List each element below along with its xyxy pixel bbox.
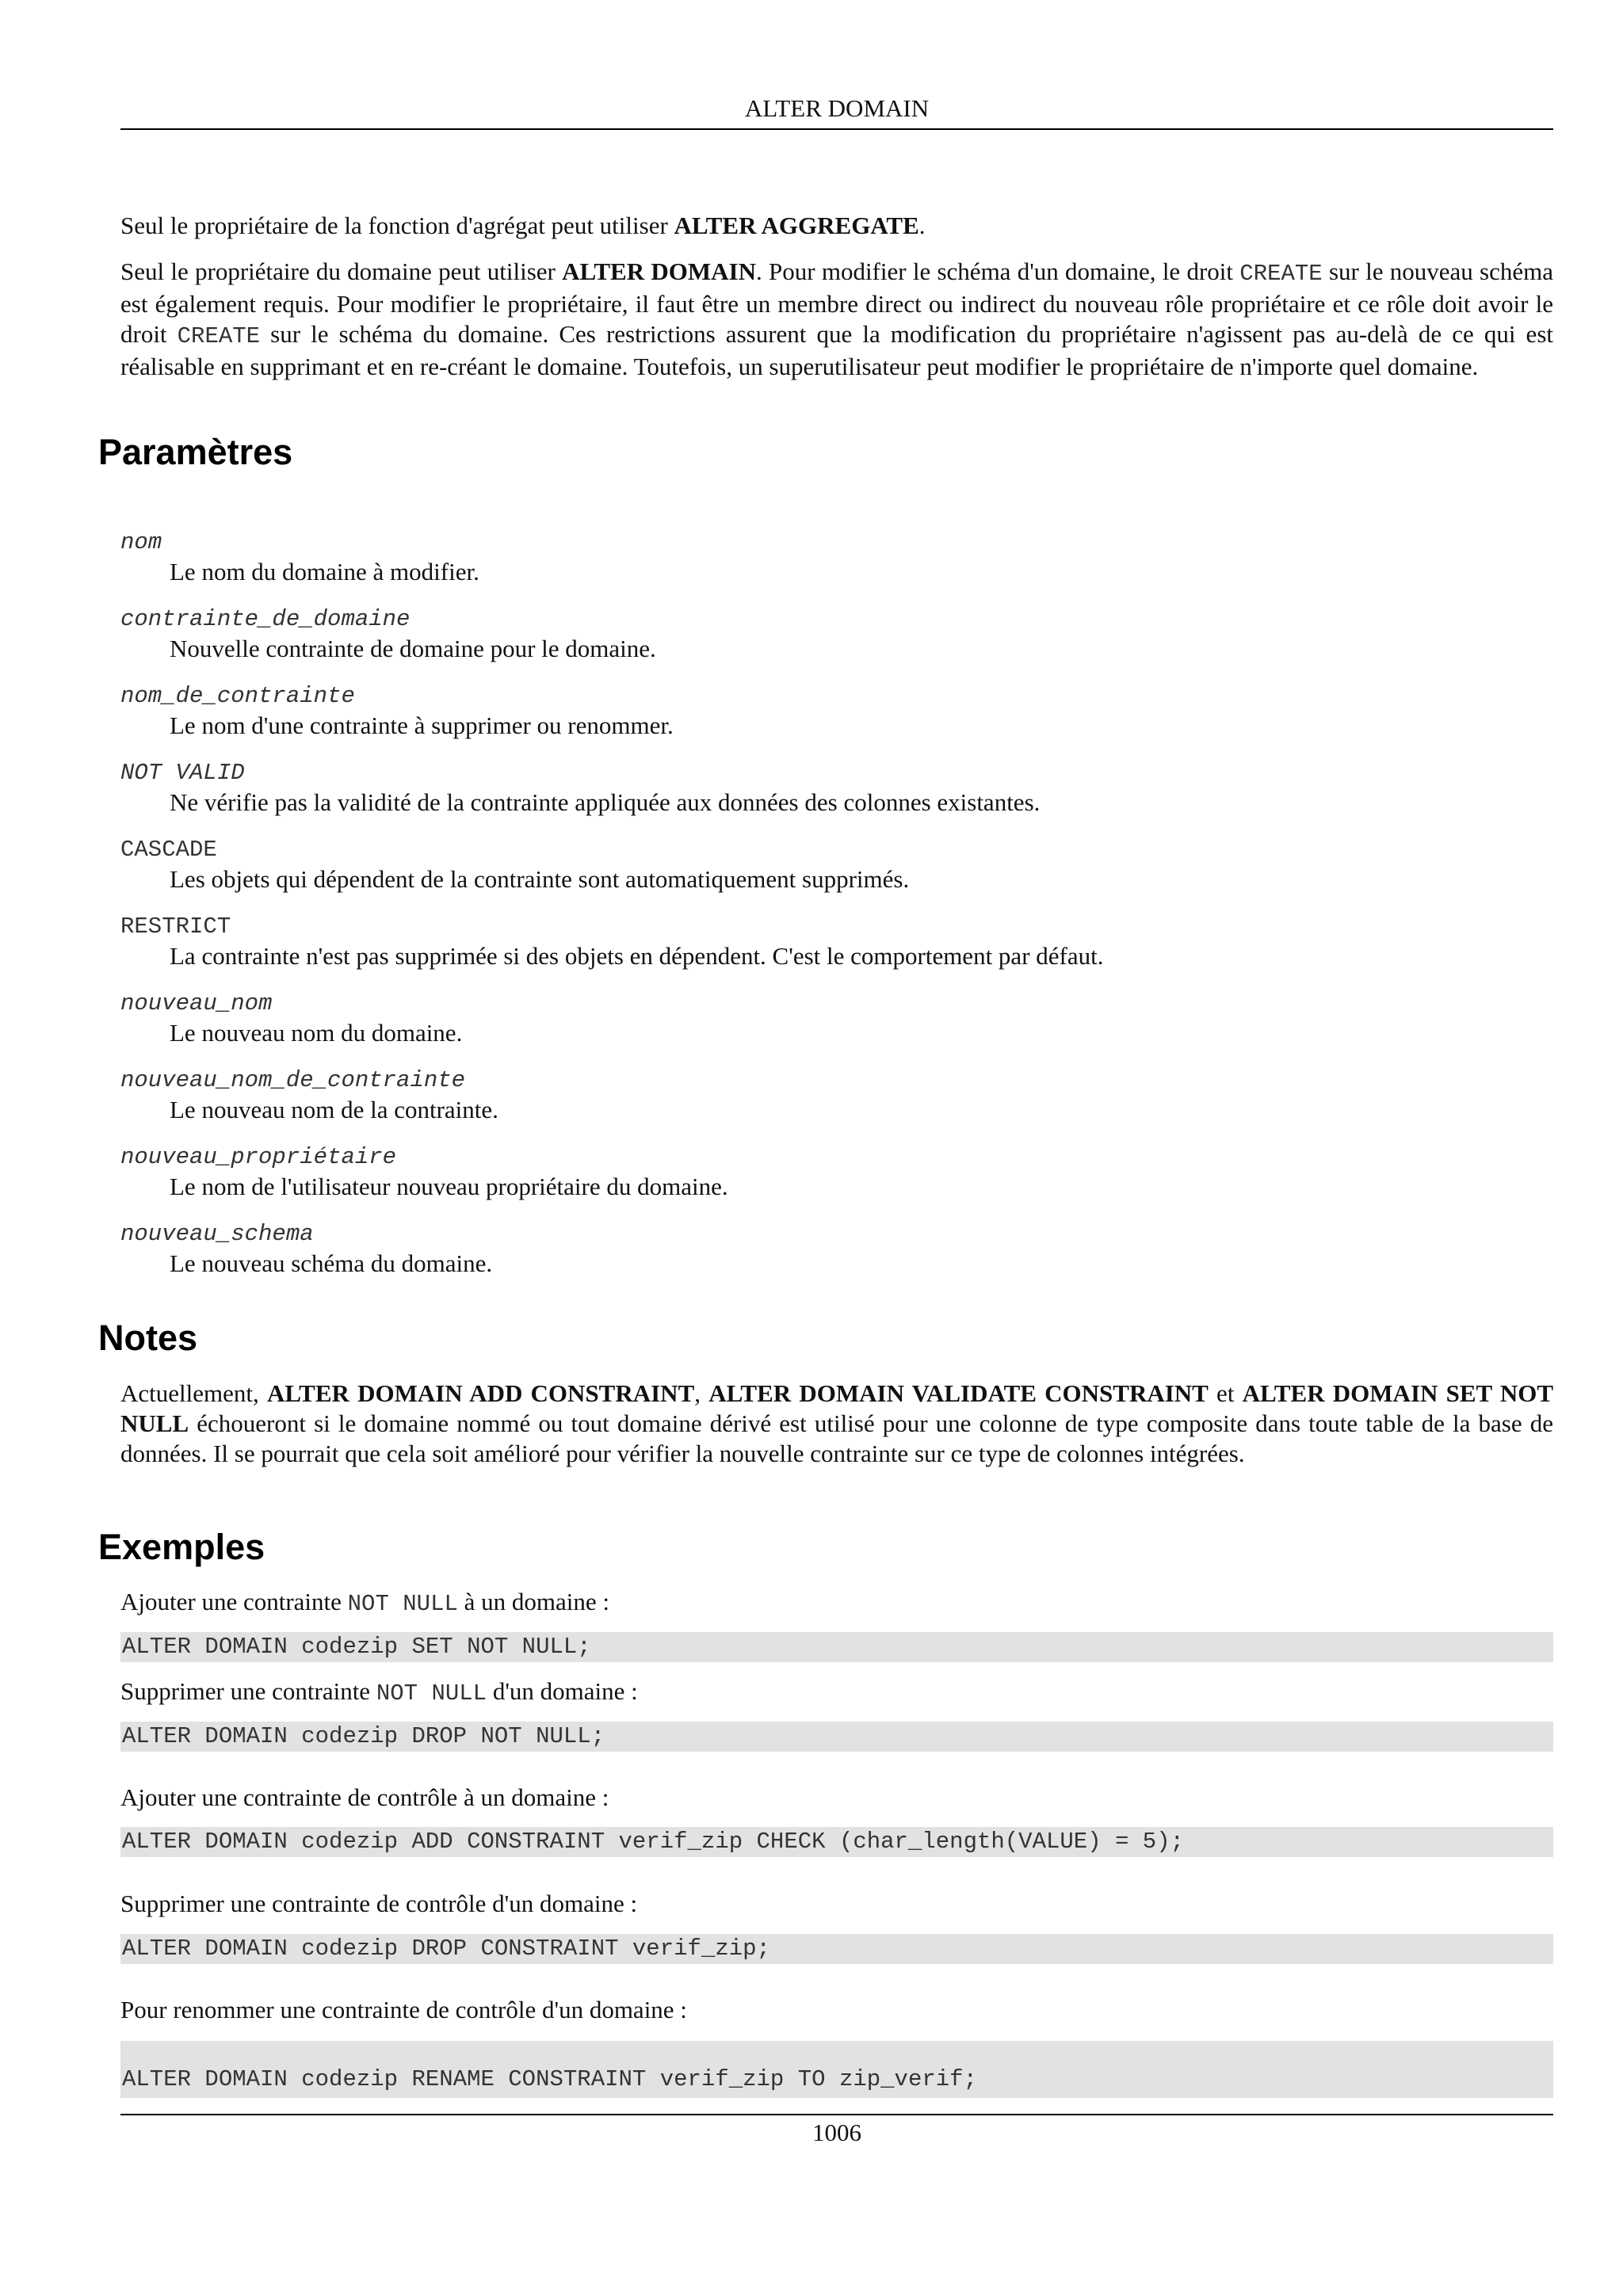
example-description bbox=[120, 1676, 638, 1709]
param-description: Le nom de l'utilisateur nouveau propriétaire du domaine. bbox=[170, 1173, 728, 1200]
notes-text: , bbox=[694, 1379, 709, 1407]
example-description: Supprimer une contrainte de contrôle d'un domaine : bbox=[120, 1890, 638, 1917]
inline-code: NOT NULL bbox=[347, 1591, 458, 1617]
param-description: Les objets qui dépendent de la contrainte sont automatiquement supprimés. bbox=[170, 865, 910, 893]
param-term: nouveau_nom_de_contrainte bbox=[120, 1067, 466, 1093]
running-header: ALTER DOMAIN bbox=[744, 94, 930, 122]
command-name: ALTER DOMAIN SET NOT NULL bbox=[120, 1379, 1553, 1437]
param-description: Le nom d'une contrainte à supprimer ou renommer. bbox=[170, 711, 674, 739]
intro-text: Seul le propriétaire de la fonction d'agrégat peut utiliser bbox=[120, 212, 674, 239]
example-text: d'un domaine : bbox=[487, 1677, 638, 1705]
intro-text: . Pour modifier le schéma d'un domaine, le droit bbox=[755, 257, 1240, 285]
notes-text: Actuellement, bbox=[120, 1379, 267, 1407]
command-name: ALTER AGGREGATE bbox=[674, 212, 919, 239]
command-name: ALTER DOMAIN ADD CONSTRAINT bbox=[266, 1379, 695, 1407]
code-example: ALTER DOMAIN codezip SET NOT NULL; bbox=[120, 1632, 1553, 1662]
section-heading-notes: Notes bbox=[98, 1318, 198, 1358]
command-name: ALTER DOMAIN bbox=[562, 257, 756, 285]
param-description: Le nouveau nom de la contrainte. bbox=[170, 1096, 498, 1123]
example-text: à un domaine : bbox=[457, 1588, 610, 1615]
param-description: Nouvelle contrainte de domaine pour le domaine. bbox=[170, 635, 656, 662]
param-description: Le nouveau nom du domaine. bbox=[170, 1019, 463, 1047]
param-description: Le nouveau schéma du domaine. bbox=[170, 1249, 493, 1277]
intro-text: Seul le propriétaire du domaine peut utiliser bbox=[120, 257, 563, 285]
param-term: nouveau_nom bbox=[120, 990, 273, 1016]
footer-rule bbox=[120, 2114, 1553, 2115]
notes-text: et bbox=[1208, 1379, 1243, 1407]
inline-code: CREATE bbox=[177, 323, 261, 349]
param-term: nom_de_contrainte bbox=[120, 683, 355, 709]
command-name: ALTER DOMAIN VALIDATE CONSTRAINT bbox=[708, 1379, 1209, 1407]
code-example: ALTER DOMAIN codezip RENAME CONSTRAINT verif_zip TO zip_verif; bbox=[120, 2041, 1553, 2098]
inline-code: CREATE bbox=[1239, 261, 1323, 287]
code-example: ALTER DOMAIN codezip DROP CONSTRAINT verif_zip; bbox=[120, 1934, 1553, 1964]
param-term: NOT VALID bbox=[120, 760, 245, 786]
param-term: RESTRICT bbox=[120, 913, 231, 940]
example-description bbox=[120, 1587, 609, 1619]
notes-text: échoueront si le domaine nommé ou tout domaine dérivé est utilisé pour une colonne de type composite dans toute table de la base de données. Il se pourrait que cela soit amélioré pour vérifier la nouvelle contrainte sur ce type de colonnes intégrées. bbox=[120, 1409, 1553, 1467]
example-description: Ajouter une contrainte de contrôle à un domaine : bbox=[120, 1783, 609, 1811]
param-term: contrainte_de_domaine bbox=[120, 606, 411, 632]
section-heading-examples: Exemples bbox=[98, 1527, 265, 1567]
code-example: ALTER DOMAIN codezip DROP NOT NULL; bbox=[120, 1722, 1553, 1752]
example-text: Supprimer une contrainte bbox=[120, 1677, 376, 1705]
param-term: CASCADE bbox=[120, 837, 217, 863]
intro-paragraph-aggregate bbox=[120, 211, 1553, 241]
intro-text: sur le schéma du domaine. Ces restrictions assurent que la modification du propriétaire n'agissent pas au-delà de ce qui est réalisable en supprimant et en re-créant le domaine. Toutefois, un superutilisateur peut modifier le propriétaire de n'importe quel domaine. bbox=[120, 320, 1553, 380]
param-description: Ne vérifie pas la validité de la contrainte appliquée aux données des colonnes existantes. bbox=[170, 788, 1041, 816]
intro-paragraph-owner bbox=[120, 257, 1553, 382]
param-term: nom bbox=[120, 529, 162, 555]
section-heading-parameters: Paramètres bbox=[98, 432, 293, 472]
inline-code: NOT NULL bbox=[376, 1680, 487, 1707]
example-description: Pour renommer une contrainte de contrôle d'un domaine : bbox=[120, 1996, 687, 2023]
example-text: Ajouter une contrainte bbox=[120, 1588, 348, 1615]
param-term: nouveau_schema bbox=[120, 1221, 314, 1247]
intro-text: sur le nouveau schéma est également requis. Pour modifier le propriétaire, il faut être un membre direct ou indirect du nouveau rôle propriétaire et ce rôle doit avoir le droit bbox=[120, 257, 1554, 348]
param-description: La contrainte n'est pas supprimée si des objets en dépendent. C'est le comportement par défaut. bbox=[170, 942, 1104, 970]
header-rule bbox=[120, 128, 1553, 130]
notes-paragraph bbox=[120, 1379, 1553, 1469]
intro-text: . bbox=[918, 212, 926, 239]
page-number: 1006 bbox=[812, 2119, 861, 2146]
param-term: nouveau_propriétaire bbox=[120, 1144, 397, 1170]
param-description: Le nom du domaine à modifier. bbox=[170, 558, 479, 585]
code-example: ALTER DOMAIN codezip ADD CONSTRAINT verif_zip CHECK (char_length(VALUE) = 5); bbox=[120, 1827, 1553, 1857]
